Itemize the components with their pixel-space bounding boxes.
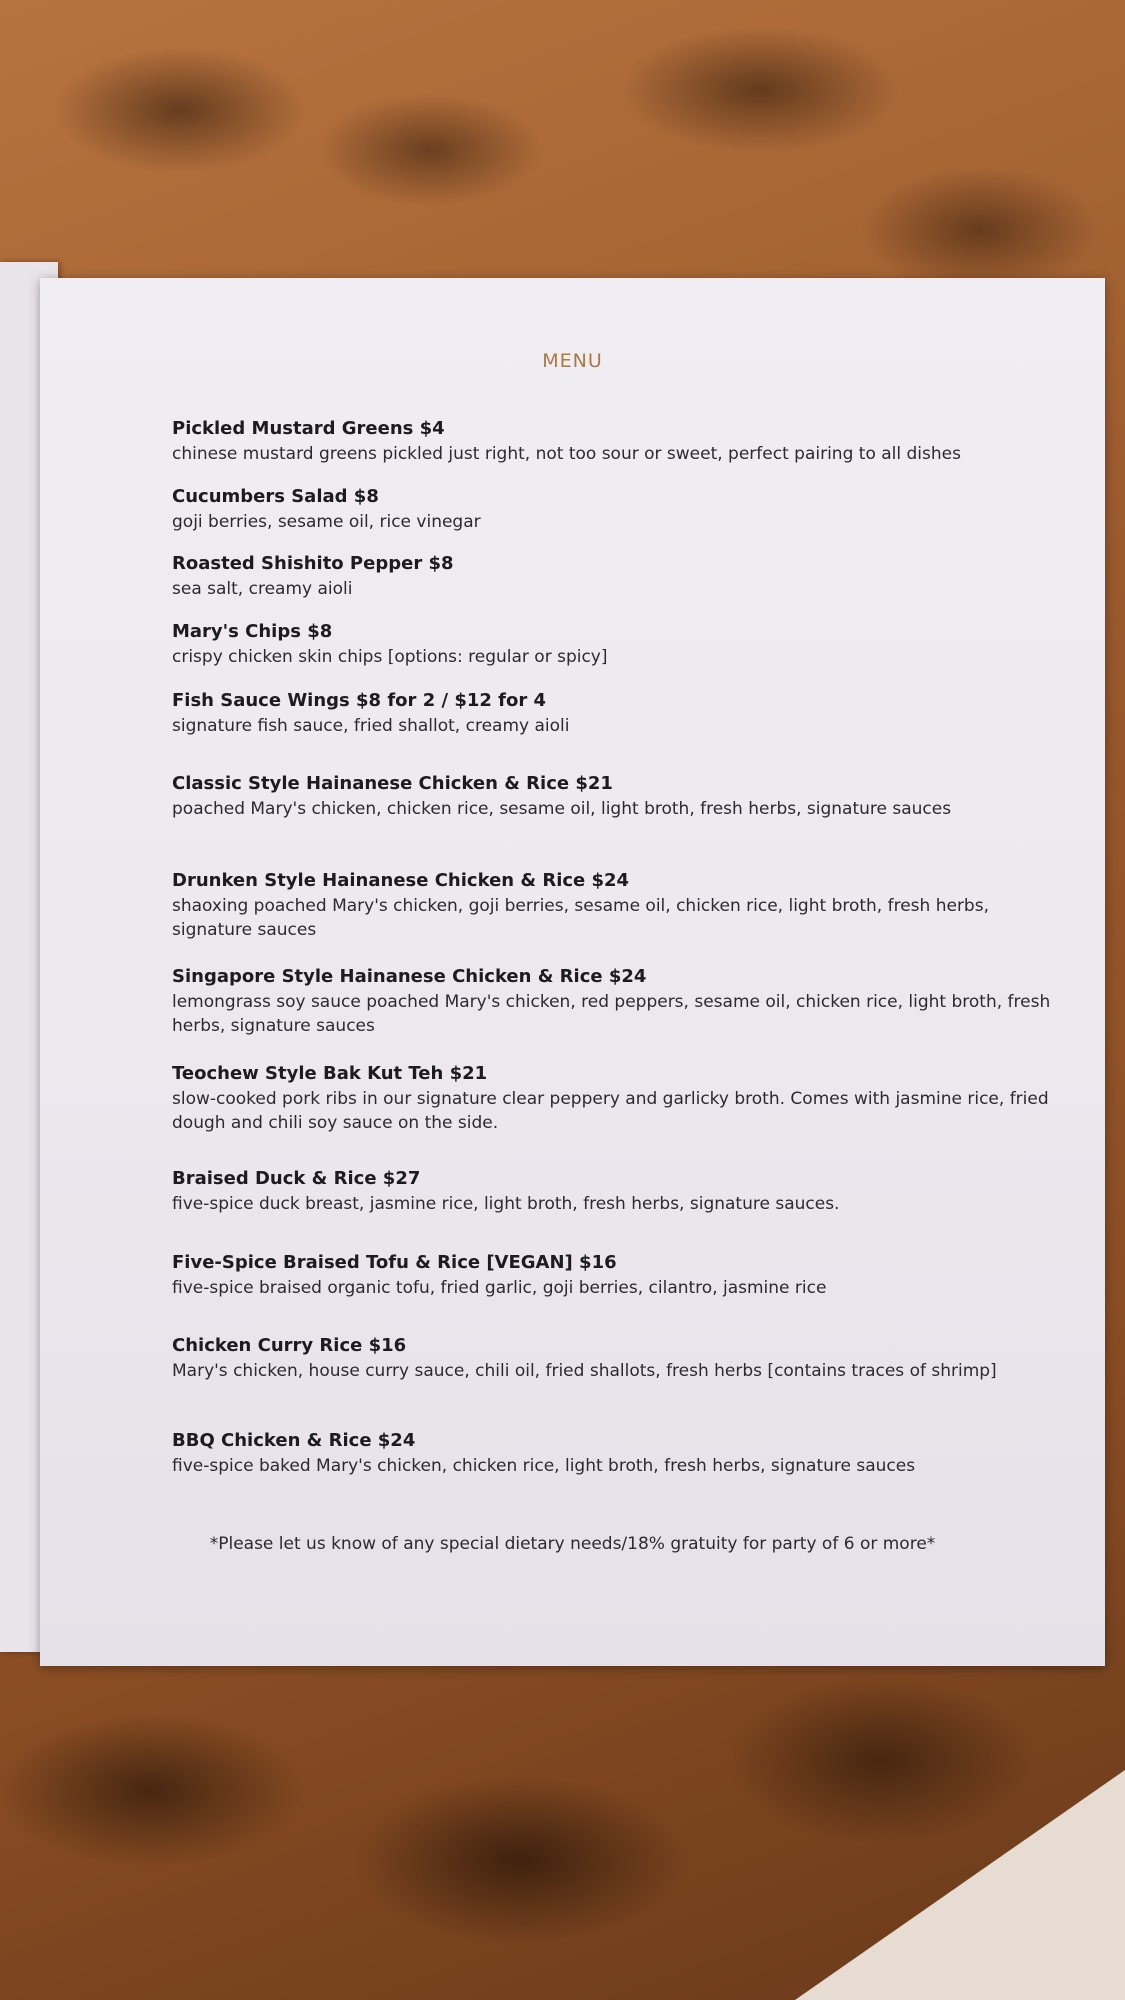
menu-item-description: goji berries, sesame oil, rice vinegar (172, 512, 481, 532)
menu-title: MENU (542, 350, 603, 372)
menu-item-description: five-spice baked Mary's chicken, chicken rice, light broth, fresh herbs, signature sauces (172, 1456, 916, 1476)
menu-item (172, 868, 1052, 942)
menu-item (172, 484, 1052, 534)
menu-item-description: five-spice duck breast, jasmine rice, light broth, fresh herbs, signature sauces. (172, 1194, 840, 1214)
menu-item (172, 688, 1052, 738)
menu-item-name: Roasted Shishito Pepper $8 (172, 553, 454, 574)
menu-item-description: shaoxing poached Mary's chicken, goji berries, sesame oil, chicken rice, light broth, fresh herbs, signature sauces (172, 896, 989, 940)
menu-item (172, 1333, 1052, 1383)
menu-item-name: Classic Style Hainanese Chicken & Rice $21 (172, 773, 613, 794)
menu-item (172, 551, 1052, 601)
menu-item-description: signature fish sauce, fried shallot, creamy aioli (172, 716, 570, 736)
menu-item-name: Fish Sauce Wings $8 for 2 / $12 for 4 (172, 690, 547, 711)
menu-item-description: five-spice braised organic tofu, fried garlic, goji berries, cilantro, jasmine rice (172, 1278, 827, 1298)
menu-item-description: sea salt, creamy aioli (172, 579, 353, 599)
menu-item (172, 1061, 1052, 1135)
menu-item (172, 619, 1052, 669)
menu-item-name: BBQ Chicken & Rice $24 (172, 1430, 416, 1451)
footer-note: *Please let us know of any special dietary needs/18% gratuity for party of 6 or more* (209, 1534, 936, 1554)
menu-item-description: Mary's chicken, house curry sauce, chili oil, fried shallots, fresh herbs [contains traces of shrimp] (172, 1361, 997, 1381)
menu-item-name: Cucumbers Salad $8 (172, 486, 379, 507)
menu-item (172, 416, 1052, 466)
menu-item (172, 771, 1052, 821)
menu-item-description: poached Mary's chicken, chicken rice, sesame oil, light broth, fresh herbs, signature sauces (172, 799, 952, 819)
table-surface-corner (795, 1770, 1125, 2000)
menu-item-name: Mary's Chips $8 (172, 621, 333, 642)
menu-item-name: Five-Spice Braised Tofu & Rice [VEGAN] $16 (172, 1252, 617, 1273)
menu-item-name: Singapore Style Hainanese Chicken & Rice $24 (172, 966, 647, 987)
menu-paper (40, 278, 1105, 1666)
menu-item (172, 1428, 1052, 1478)
menu-item-description: slow-cooked pork ribs in our signature clear peppery and garlicky broth. Comes with jasmine rice, fried dough and chili soy sauce on the side. (172, 1089, 1049, 1133)
menu-item-name: Pickled Mustard Greens $4 (172, 418, 445, 439)
menu-item-description: lemongrass soy sauce poached Mary's chicken, red peppers, sesame oil, chicken rice, light broth, fresh herbs, signature sauces (172, 992, 1051, 1036)
menu-item-name: Chicken Curry Rice $16 (172, 1335, 407, 1356)
menu-item (172, 1250, 1052, 1300)
menu-item (172, 964, 1052, 1038)
menu-item-name: Drunken Style Hainanese Chicken & Rice $24 (172, 870, 630, 891)
menu-item (172, 1166, 1052, 1216)
menu-item-name: Braised Duck & Rice $27 (172, 1168, 421, 1189)
menu-item-description: chinese mustard greens pickled just right, not too sour or sweet, perfect pairing to all dishes (172, 444, 961, 464)
menu-item-description: crispy chicken skin chips [options: regular or spicy] (172, 647, 608, 667)
menu-item-name: Teochew Style Bak Kut Teh $21 (172, 1063, 488, 1084)
